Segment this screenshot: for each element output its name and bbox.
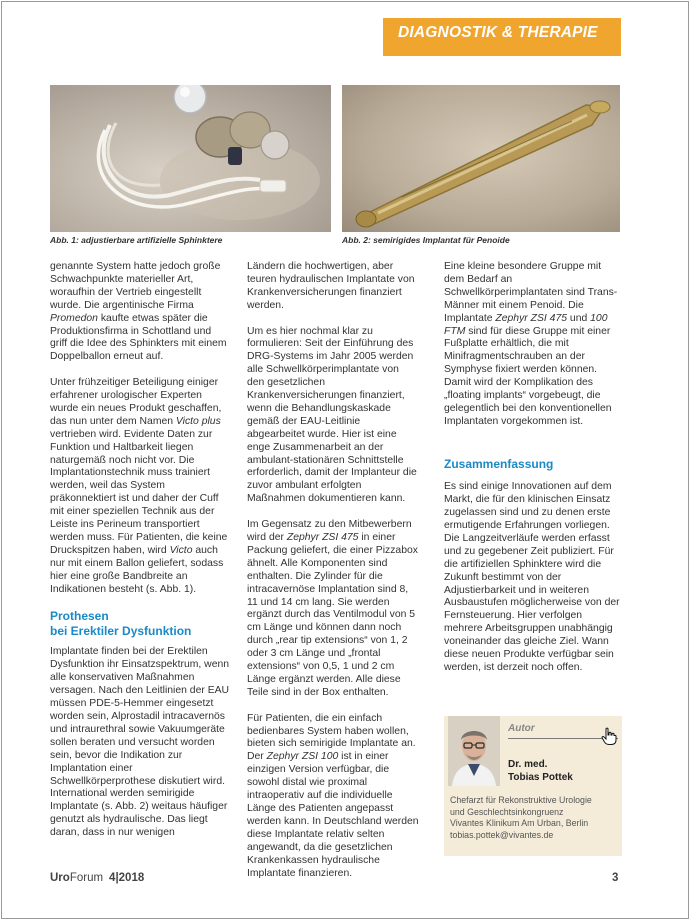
author-email[interactable]: tobias.pottek@vivantes.de xyxy=(450,829,554,840)
paragraph: Ländern die hochwertigen, aber teuren hydraulischen Implantate von Krankenversicherungen finanziert werden. xyxy=(247,261,415,311)
hand-cursor-icon xyxy=(601,727,617,745)
section-title: DIAGNOSTIK & THERAPIE xyxy=(398,24,598,41)
paragraph: genannte System hatte jedoch große Schwachpunkte materieller Art, woraufhin der Vertrieb eingestellt wurde. Die argentinische Firma Promedon kaufte etwas später die Produktionsfirma in Schottland und griff die Idee des Sphinkters mit einem Doppelballon erneut auf. xyxy=(50,261,227,363)
article-column-3 xyxy=(444,261,622,675)
article-column-1 xyxy=(50,261,230,840)
author-photo xyxy=(448,716,500,786)
figure-1-image xyxy=(50,85,331,232)
footer-brand: UroForum 4|2018 xyxy=(50,872,145,884)
figure-1-caption: Abb. 1: adjustierbare artifizielle Sphinktere xyxy=(50,235,223,245)
section-heading: Prothesen bei Erektiler Dysfunktion xyxy=(50,609,192,638)
author-affiliation: Chefarzt für Rekonstruktive Urologie und Geschlechtsinkongruenz Vivantes Klinikum Am Urban, Berlin tobias.pottek@vivantes.de xyxy=(450,795,622,841)
figure-2-caption: Abb. 2: semirigides Implantat für Penoide xyxy=(342,235,510,245)
section-heading: Zusammenfassung xyxy=(444,456,554,471)
article-column-2 xyxy=(247,261,419,880)
paragraph: Im Gegensatz zu den Mitbewerbern wird der Zephyr ZSI 475 in einer Packung geliefert, die einer Pizzabox ähnelt. Alle Komponenten sind enthalten. Die Zylinder für die intracavernöse Implantation sind 8, 11 und 14 cm lang. Sie werden ergänzt durch das Ventilmodul von 5 cm Länge und können dann noch durch „rear tip extensions“ von 1, 2 oder 3 cm Länge und „frontal extensions“ von 0,5, 1 und 2 cm Länge ergänzt werden. Alle diese Teile sind in der Box enthalten. xyxy=(247,519,418,698)
paragraph: Für Patienten, die ein einfach bedienbares System haben wollen, bieten sich semirigide Implantate an. Der Zephyr ZSI 100 ist in einer einzigen Version verfügbar, die sowohl distal wie proximal intraoperativ auf die individuelle Länge des Patienten angepasst werden kann. In Deutschland werden diese Implantate relativ selten angewandt, da die gesetzlichen Krankenkassen hydraulische Implantate finanzieren. xyxy=(247,712,419,879)
author-label: Autor xyxy=(508,723,535,734)
paragraph: Es sind einige Innovationen auf dem Markt, die für den klinischen Einsatz zugelassen sind und zu denen erste ermutigende Erfahrungen vorliegen. Die Langzeitverläufe werden erfasst und zu gegebener Zeit publiziert. Für die artifiziellen Sphinktere wird die Zukunft bestimmt von der Adjustierbarkeit und in weiteren Ausbaustufen möglicherweise von der Fernsteuerung. Hier verfolgen mehrere Arbeitsgruppen unabhängig voneinander das gleiche Ziel. Wann diese neuen Produkte verfügbar sein werden, ist derzeit noch offen. xyxy=(444,481,620,673)
page-number: 3 xyxy=(612,872,619,884)
paragraph: Um es hier nochmal klar zu formulieren: Seit der Einführung des DRG-Systems im Jahr 2005 werden alle Schwellkörperimplantate von den gesetzlichen Krankenversicherungen finanziert, wenn die Behandlungskaskade gemäß der EAU-Leitlinie abgearbeitet wurde. Hier ist eine enge Zusammenarbeit an der ambulant-stationären Schnittstelle erforderlich, damit der Implanteur die zuvor ambulant erfolgten Maßnahmen dokumentieren kann. xyxy=(247,325,417,505)
author-name: Dr. med. Tobias Pottek xyxy=(508,759,573,783)
paragraph: Unter frühzeitiger Beteiligung einiger erfahrener urologischer Experten wurde ein neues Produkt geschaffen, das nun unter dem Namen Victo plus vertrieben wird. Evidente Daten zur Funktion und Haltbarkeit liegen naturgemäß noch nicht vor. Die Implantationstechnik muss trainiert werden, weil das System präkonnektiert ist und daher der Cuff mit einer speziellen Technik aus der Leiste ins Perineum transportiert werden muss. Für Patienten, die keine Druckspitzen haben, wird Victo auch nur mit einem Ballon geliefert, sodass hier eine große Bandbreite an Indikationen besteht (s. Abb. 1). xyxy=(50,377,228,595)
paragraph: Eine kleine besondere Gruppe mit dem Bedarf an Schwellkörperimplantaten sind Trans-Männer mit einem Penoid. Die Implantate Zephyr ZSI 475 und 100 FTM sind für diese Gruppe mit einer Fußplatte erhältlich, die mit Minifragmentschrauben an der Symphyse fixiert werden können. Damit wird der Komplikation des „floating implants“ vorgebeugt, die gelegentlich bei den konventionellen Implantaten vorgekommen ist. xyxy=(444,261,618,427)
paragraph: Implantate finden bei der Erektilen Dysfunktion ihr Einsatzspektrum, wenn alle konservativen Maßnahmen versagen. Nach den Leitlinien der EAU müssen PDE-5-Hemmer eingesetzt worden sein, Alprostadil intracavernös und intraurethral sowie Vakuumgeräte sollen beraten und versucht worden sein, bevor die Indikation zur Implantation einer Schwellkörperprothese diskutiert wird. International werden semirigide Implantate (s. Abb. 2) weitaus häufiger genutzt als hydraulische. Das liegt daran, dass in nur wenigen xyxy=(50,646,230,839)
figure-2-image xyxy=(342,85,620,232)
